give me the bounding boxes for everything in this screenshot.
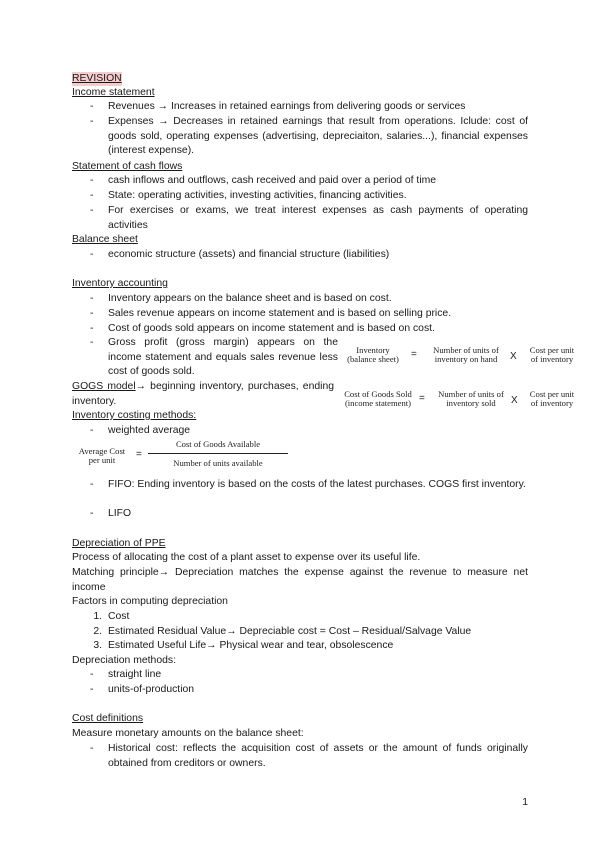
formula-left: Cost of Goods Sold (income statement) [344, 389, 412, 408]
list-item: - Cost of goods sold appears on income statement and is based on cost. [72, 322, 528, 337]
cashflow-item-3: For exercises or exams, we treat interest expenses as cash payments of operating activities [108, 205, 528, 231]
formula-right: Cost per unit of inventory [529, 389, 575, 408]
formula-left: Inventory (balance sheet) [347, 345, 399, 364]
list-item: - FIFO: Ending inventory is based on the costs of the latest purchases. COGS first inventory. [72, 478, 528, 493]
inventory-formula [340, 346, 580, 368]
list-item: 2. Estimated Residual Value→ Depreciable cost = Cost – Residual/Salvage Value [72, 625, 528, 640]
list-item: - Expenses → Decreases in retained earnings that result from operations. Iclude: cost of goods sold, operating expenses (advertising, depreciaiton, salaries...), financial expenses (interest expense). [72, 115, 528, 159]
depreciation-line-1: Process of allocating the cost of a plant asset to expense over its useful life. [72, 552, 421, 563]
costing-item-lifo: LIFO [108, 508, 132, 519]
list-item: - State: operating activities, investing activities, financing activities. [72, 189, 528, 204]
list-item: 3. Estimated Useful Life→ Physical wear and tear, obsolescence [72, 639, 528, 654]
page-number: 1 [522, 797, 528, 808]
factor-3: Estimated Useful Life→ Physical wear and tear, obsolescence [108, 640, 394, 651]
costing-methods-heading: Inventory costing methods: [72, 410, 197, 421]
cogs-model-line [72, 380, 334, 409]
average-cost-formula [72, 440, 292, 472]
factor-2: Estimated Residual Value→ Depreciable cost = Cost – Residual/Salvage Value [108, 626, 472, 637]
income-statement-heading: Income statement [72, 87, 155, 98]
cashflow-item-2: State: operating activities, investing activities, financing activities. [108, 190, 407, 201]
list-item: - Revenues → Increases in retained earnings from delivering goods or services [72, 100, 528, 115]
depreciation-heading: Depreciation of PPE [72, 538, 166, 549]
cogs-formula [338, 390, 580, 412]
formula-times: X [510, 351, 517, 362]
cost-definitions-heading: Cost definitions [72, 713, 144, 724]
cogs-model-label: GOGS model [72, 381, 136, 392]
list-item: - weighted average [72, 424, 528, 439]
cogs-model-text: → beginning inventory, purchases, ending inventory. [72, 381, 335, 407]
cost-def-item-1: Historical cost: reflects the acquisition cost of assets or the amount of funds originally obtained from creditors or owners. [108, 743, 528, 769]
cost-definitions-intro: Measure monetary amounts on the balance sheet: [72, 728, 304, 739]
list-item: - For exercises or exams, we treat interest expenses as cash payments of operating activities [72, 204, 528, 233]
formula-equals: = [136, 449, 142, 460]
balance-sheet-heading: Balance sheet [72, 234, 138, 245]
page-title: REVISION [72, 73, 122, 84]
cash-flows-heading: Statement of cash flows [72, 161, 183, 172]
formula-middle: Number of units of inventory sold [438, 389, 504, 408]
costing-item-fifo: FIFO: Ending inventory is based on the costs of the latest purchases. COGS first inventory. [108, 479, 526, 490]
balance-item-1: economic structure (assets) and financial structure (liabilities) [108, 249, 390, 260]
list-item: - economic structure (assets) and financial structure (liabilities) [72, 248, 528, 263]
factor-1: Cost [108, 611, 130, 622]
inventory-item-2: Sales revenue appears on income statement and is based on selling price. [108, 308, 452, 319]
depreciation-line-2: Matching principle→ Depreciation matches the expense against the revenue to measure net income [72, 567, 528, 593]
formula-equals: = [411, 349, 417, 360]
list-item: - cash inflows and outflows, cash received and paid over a period of time [72, 174, 528, 189]
list-item: - units-of-production [72, 683, 528, 698]
inventory-item-4: Gross profit (gross margin) appears on the income statement and equals sales revenue less cost of goods sold. [108, 337, 338, 377]
list-item: - Historical cost: reflects the acquisition cost of assets or the amount of funds originally obtained from creditors or owners. [72, 742, 528, 771]
list-item: - Gross profit (gross margin) appears on the income statement and equals sales revenue less cost of goods sold. [72, 336, 338, 380]
inventory-accounting-heading: Inventory accounting [72, 278, 168, 289]
list-item: - LIFO [72, 507, 528, 522]
formula-times: X [511, 395, 518, 406]
inventory-item-1: Inventory appears on the balance sheet and is based on cost. [108, 293, 392, 304]
formula-middle: Number of units of inventory on hand [433, 345, 499, 364]
formula-right: Cost per unit of inventory [529, 345, 575, 364]
income-item-2: Expenses → Decreases in retained earnings that result from operations. Iclude: cost of goods sold, operating expenses (advertising, depreciaiton, salaries...), financial expenses (interest expense). [108, 116, 528, 156]
depreciation-line-3: Factors in computing depreciation [72, 596, 228, 607]
list-item: - straight line [72, 668, 528, 683]
list-item: - Inventory appears on the balance sheet and is based on cost. [72, 292, 528, 307]
method-1: straight line [108, 669, 162, 680]
list-item: - Sales revenue appears on income statement and is based on selling price. [72, 307, 528, 322]
method-2: units-of-production [108, 684, 195, 695]
cashflow-item-1: cash inflows and outflows, cash received and paid over a period of time [108, 175, 437, 186]
depreciation-methods-label: Depreciation methods: [72, 655, 176, 666]
list-item: 1. Cost [72, 610, 528, 625]
formula-equals: = [419, 393, 425, 404]
formula-denominator: Number of units available [173, 458, 263, 468]
formula-left: Average Cost per unit [78, 446, 126, 465]
income-item-1: Revenues → Increases in retained earnings from delivering goods or services [108, 101, 466, 112]
costing-item-weighted: weighted average [108, 425, 191, 436]
inventory-item-3: Cost of goods sold appears on income statement and is based on cost. [108, 323, 435, 334]
formula-numerator: Cost of Goods Available [175, 439, 261, 449]
